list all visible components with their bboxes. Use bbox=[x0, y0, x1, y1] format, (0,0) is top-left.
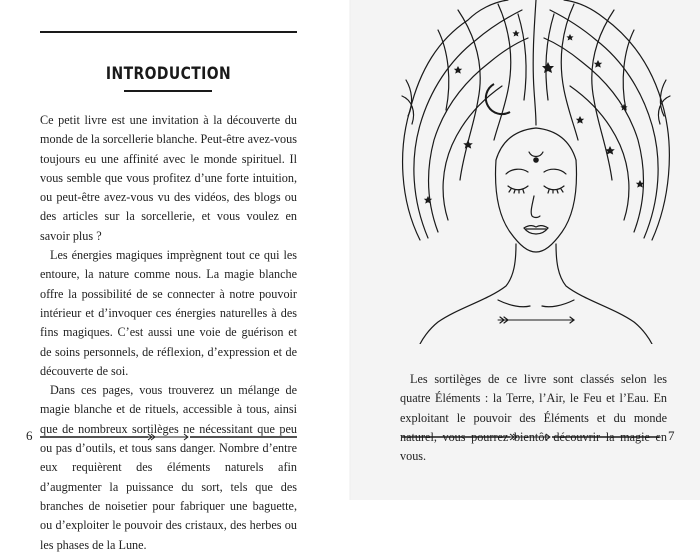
arrow-crescent-ornament-icon bbox=[402, 430, 659, 444]
left-body-text bbox=[40, 111, 297, 555]
right-body-text bbox=[400, 370, 667, 466]
paragraph-2: Les énergies magiques imprègnent tout ce qui les entoure, la nature comme nous. La magie blanche offre la possibilité de se connecter à notre pouvoir intérieur et d’invoquer ces énergies naturelles à des fins magiques. C’est aussi une voie de guérison et de soins personnels, de réflexion, d’expression et de découverte de soi. bbox=[40, 248, 297, 378]
left-page bbox=[0, 0, 350, 552]
paragraph-right-1: Les sortilèges de ce livre sont classés selon les quatre Éléments : la Terre, l’Air, le Feu et l’Eau. En exploitant le pouvoir des Éléments et du monde naturel, vous pourrez bientôt découvrir la magie en vous. bbox=[400, 372, 667, 464]
top-rule bbox=[40, 31, 297, 33]
page-number-right: 7 bbox=[668, 428, 675, 443]
paragraph-3: Dans ces pages, vous trouverez un mélange de magie blanche et de rituels, accessible à tous, ainsi que de nombreux sortilèges ne nécessitant que peu ou pas d’outils, et tous sans danger. Nombre d’entre eux requièrent des éléments naturels afin d’augmenter la puissance du sort, tels que des branches de noisetier pour fabriquer une baguette, ou d’exploiter le pouvoir des cristaux, des herbes ou les phases de la Lune. bbox=[40, 383, 297, 552]
woman-illustration bbox=[398, 0, 674, 344]
arrow-crescent-ornament-icon bbox=[40, 430, 297, 444]
paragraph-1: Ce petit livre est une invitation à la découverte du monde de la sorcellerie blanche. Peut-être avez-vous toujours eu une affinité avec le monde spirituel. Il vous semble que vous profitez d’une forte intuition, ou peut-être avez-vous vu des vidéos, des blogs ou des articles sur la sorcellerie, et vous voulez en savoir plus ? bbox=[40, 113, 297, 243]
heading-underline bbox=[124, 90, 212, 92]
page-number-left: 6 bbox=[26, 428, 33, 443]
chapter-heading: INTRODUCTION bbox=[105, 64, 232, 84]
book-gutter bbox=[349, 0, 351, 500]
